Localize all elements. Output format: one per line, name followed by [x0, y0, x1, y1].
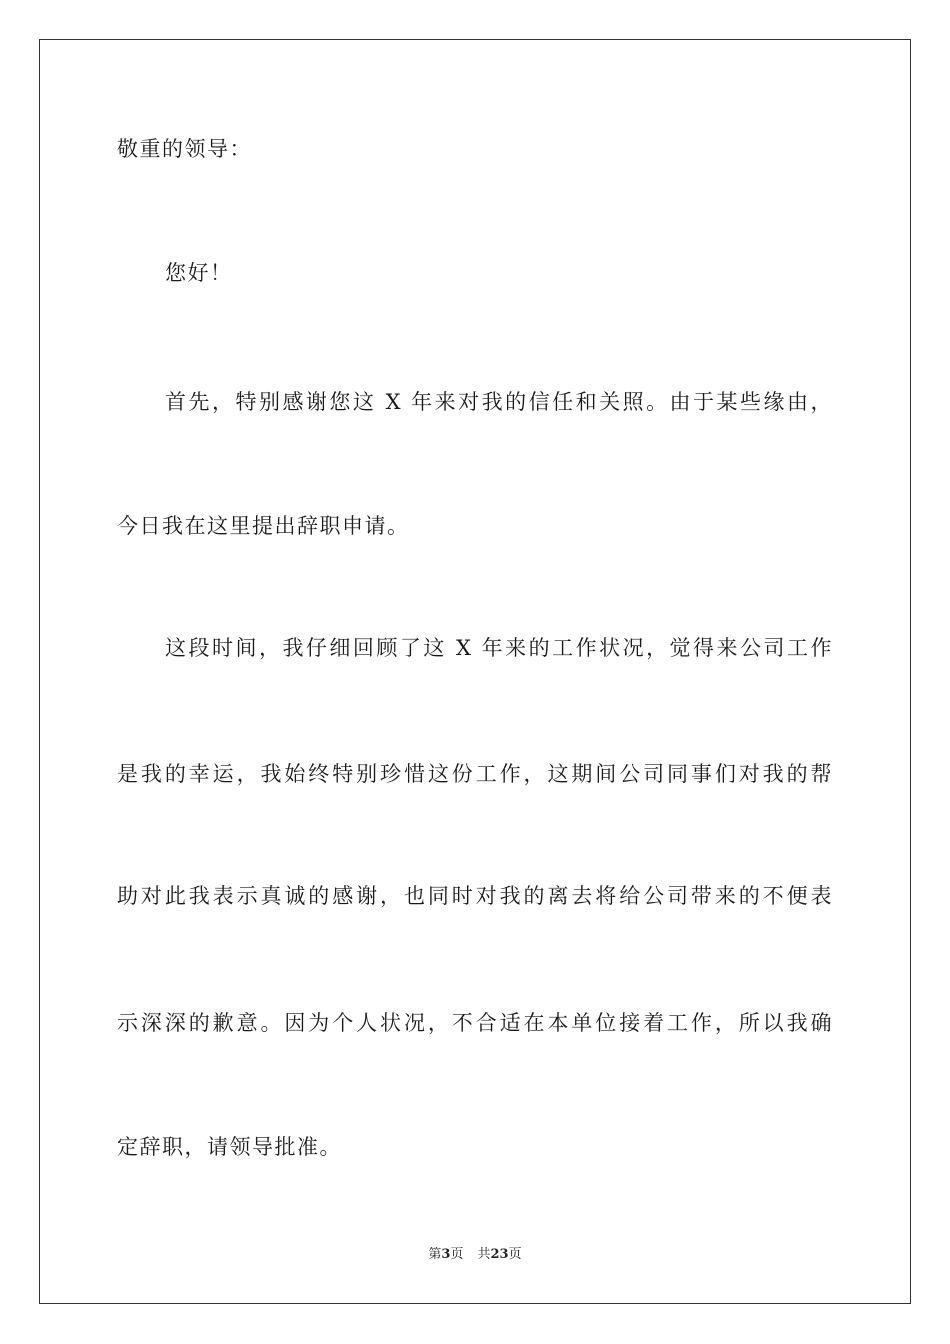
paragraph-1-line-2: 今日我在这里提出辞职申请。 — [117, 514, 410, 538]
page-suffix: 页 — [450, 1247, 464, 1262]
paragraph-2-line-4: 示深深的歉意。因为个人状况，不合适在本单位接着工作，所以我确 — [117, 1011, 833, 1035]
paragraph-2-line-1: 这段时间，我仔细回顾了这 X 年来的工作状况，觉得来公司工作 — [165, 636, 833, 660]
greeting: 您好！ — [165, 261, 233, 285]
page-footer — [0, 1246, 950, 1264]
paragraph-2-line-2: 是我的幸运，我始终特别珍惜这份工作，这期间公司同事们对我的帮 — [117, 762, 833, 786]
current-page-number: 3 — [441, 1247, 451, 1262]
paragraph-1-line-1: 首先，特别感谢您这 X 年来对我的信任和关照。由于某些缘由， — [165, 390, 833, 414]
total-page-number: 23 — [490, 1247, 509, 1262]
page-prefix: 第 — [428, 1247, 442, 1262]
total-suffix: 页 — [508, 1247, 522, 1262]
paragraph-2-line-3: 助对此我表示真诚的感谢，也同时对我的离去将给公司带来的不便表 — [117, 884, 833, 908]
page-border — [39, 39, 911, 1304]
paragraph-2-line-5: 定辞职，请领导批准。 — [117, 1135, 342, 1159]
salutation: 敬重的领导： — [117, 137, 252, 161]
total-prefix: 共 — [477, 1247, 491, 1262]
